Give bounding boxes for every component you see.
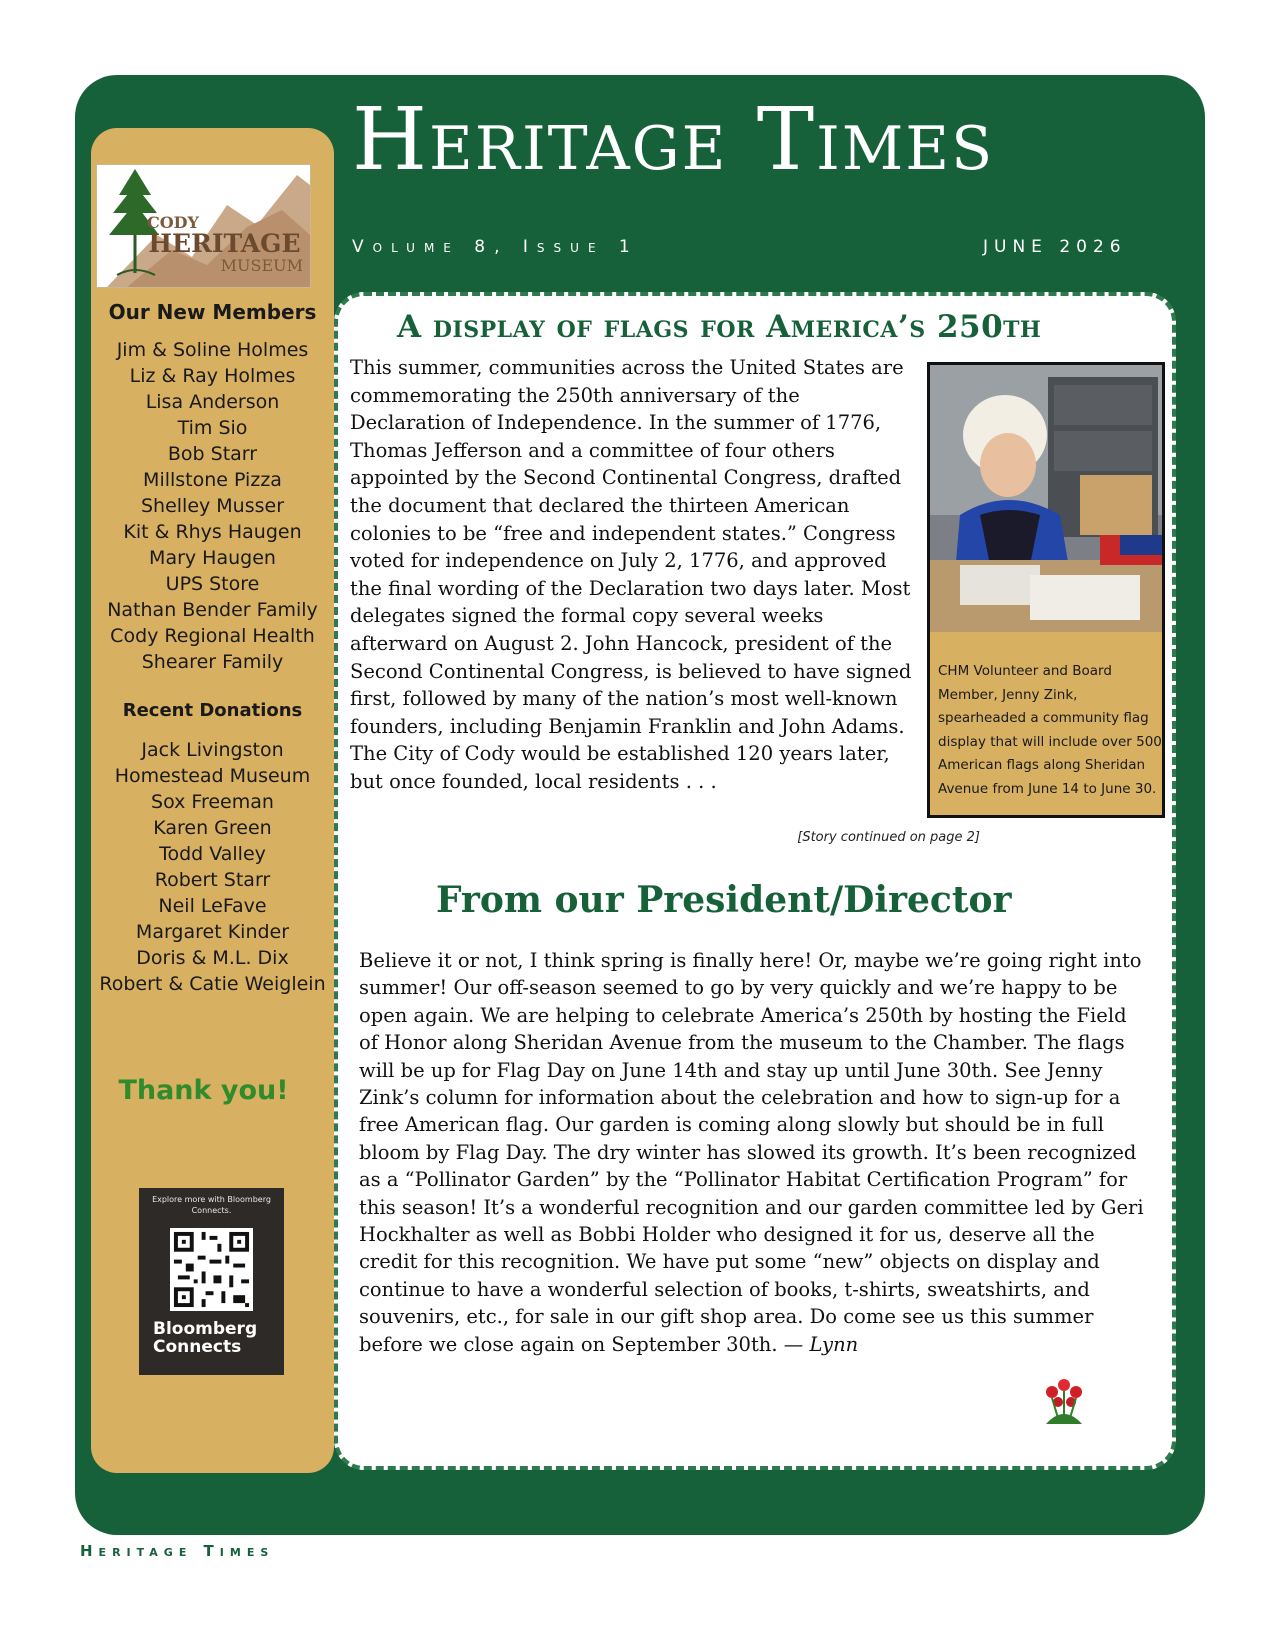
list-item: Cody Regional Health xyxy=(110,625,315,647)
donations-heading: Recent Donations xyxy=(122,700,303,721)
qr-brand-line1: Bloomberg xyxy=(153,1319,258,1339)
qr-code-icon[interactable] xyxy=(170,1228,253,1311)
list-item: Shearer Family xyxy=(141,651,284,673)
list-item: Doris & M.L. Dix xyxy=(136,947,289,969)
photo-caption: CHM Volunteer and Board Member, Jenny Zink, spearheaded a community flag display that will include over 500 American flags along Sheridan Avenue from June 14 to June 30. xyxy=(938,663,1162,797)
list-item: UPS Store xyxy=(165,573,260,595)
photo-icon xyxy=(930,365,1162,632)
bloomberg-connects-card[interactable] xyxy=(139,1188,284,1375)
logo-line3: MUSEUM xyxy=(220,256,303,275)
issue-date: JUNE 2026 xyxy=(983,237,1127,257)
list-item: Robert Starr xyxy=(154,869,271,891)
story-continued: [Story continued on page 2] xyxy=(797,830,980,845)
list-item: Jack Livingston xyxy=(141,739,284,761)
logo-line1: CODY xyxy=(147,213,199,232)
list-item: Lisa Anderson xyxy=(145,391,280,413)
list-item: Nathan Bender Family xyxy=(107,599,318,621)
flower-icon xyxy=(1038,1374,1090,1426)
list-item: Liz & Ray Holmes xyxy=(129,365,296,387)
donations-list xyxy=(91,737,334,997)
qr-tagline: Explore more with Bloomberg Connects. xyxy=(152,1195,271,1215)
signature: — Lynn xyxy=(777,1332,859,1356)
list-item: Mary Haugen xyxy=(149,547,276,569)
logo-line2: HERITAGE xyxy=(148,229,301,258)
list-item: Todd Valley xyxy=(159,843,266,865)
thank-you: Thank you! xyxy=(118,1075,289,1106)
footer-title: Heritage Times xyxy=(80,1542,275,1560)
museum-logo xyxy=(96,164,311,288)
president-headline: From our President/Director xyxy=(436,879,1012,921)
list-item: Margaret Kinder xyxy=(135,921,290,943)
list-item: Neil LeFave xyxy=(158,895,267,917)
article-body: This summer, communities across the United States are commemorating the 250th anniversary of the Declaration of Independence. In the summer of 1776, Thomas Jefferson and a committee of four others appointed by the Second Continental Congress, drafted the document that declared the thirteen American colonies to be “free and independent states.” Congress voted for independence on July 2, 1776, and approved the final wording of the Declaration two days later. Most delegates signed the formal copy several weeks afterward on August 2. John Hancock, president of the Second Continental Congress, is believed to have signed first, followed by many of the nation’s most well-known founders, including Benjamin Franklin and John Adams. The City of Cody would be established 120 years later, but once founded, local residents . . . xyxy=(350,356,912,793)
list-item: Tim Sio xyxy=(177,417,248,439)
qr-brand-line2: Connects xyxy=(153,1337,242,1357)
members-heading: Our New Members xyxy=(108,300,317,324)
list-item: Sox Freeman xyxy=(151,791,274,813)
article-headline: A display of flags for America’s 250th xyxy=(397,309,1042,345)
qr-brand xyxy=(153,1320,278,1356)
list-item: Millstone Pizza xyxy=(143,469,282,491)
sidebar xyxy=(91,128,334,1473)
president-letter xyxy=(359,947,1149,1358)
list-item: Shelley Musser xyxy=(140,495,285,517)
list-item: Homestead Museum xyxy=(114,765,311,787)
volunteer-photo xyxy=(930,365,1162,632)
letter-body: Believe it or not, I think spring is finally here! Or, maybe we’re going right into summer! Our off-season seemed to go by very quickly and we’re happy to be open again. We are helping to celebrate America’s 250th by hosting the Field of Honor along Sheridan Avenue from the museum to the Chamber. The flags will be up for Flag Day on June 14th and stay up until June 30th. See Jenny Zink’s column for information about the celebration and how to sign-up for a free American flag. Our garden is coming along slowly but should be in full bloom by Flag Day. The dry winter has slowed its growth. It’s been recognized as a “Pollinator Garden” by the “Pollinator Habitat Certification Program” for this season! It’s a wonderful recognition and our garden committee led by Geri Hockhalter as well as Bobbi Holder who designed it for us, deserve all the credit for this recognition. We have put some “new” objects on display and continue to have a wonderful selection of books, t-shirts, sweatshirts, and souvenirs, etc., for sale in our gift shop area. Do come see us this summer before we close again on September 30th. xyxy=(359,949,1144,1356)
list-item: Robert & Catie Weiglein xyxy=(99,973,326,995)
list-item: Kit & Rhys Haugen xyxy=(123,521,302,543)
members-list xyxy=(91,337,334,675)
masthead-title: Heritage Times xyxy=(352,90,995,190)
list-item: Karen Green xyxy=(153,817,272,839)
list-item: Jim & Soline Holmes xyxy=(116,339,309,361)
photo-box xyxy=(927,362,1165,818)
volume-issue: Volume 8, Issue 1 xyxy=(352,237,639,257)
list-item: Bob Starr xyxy=(167,443,258,465)
